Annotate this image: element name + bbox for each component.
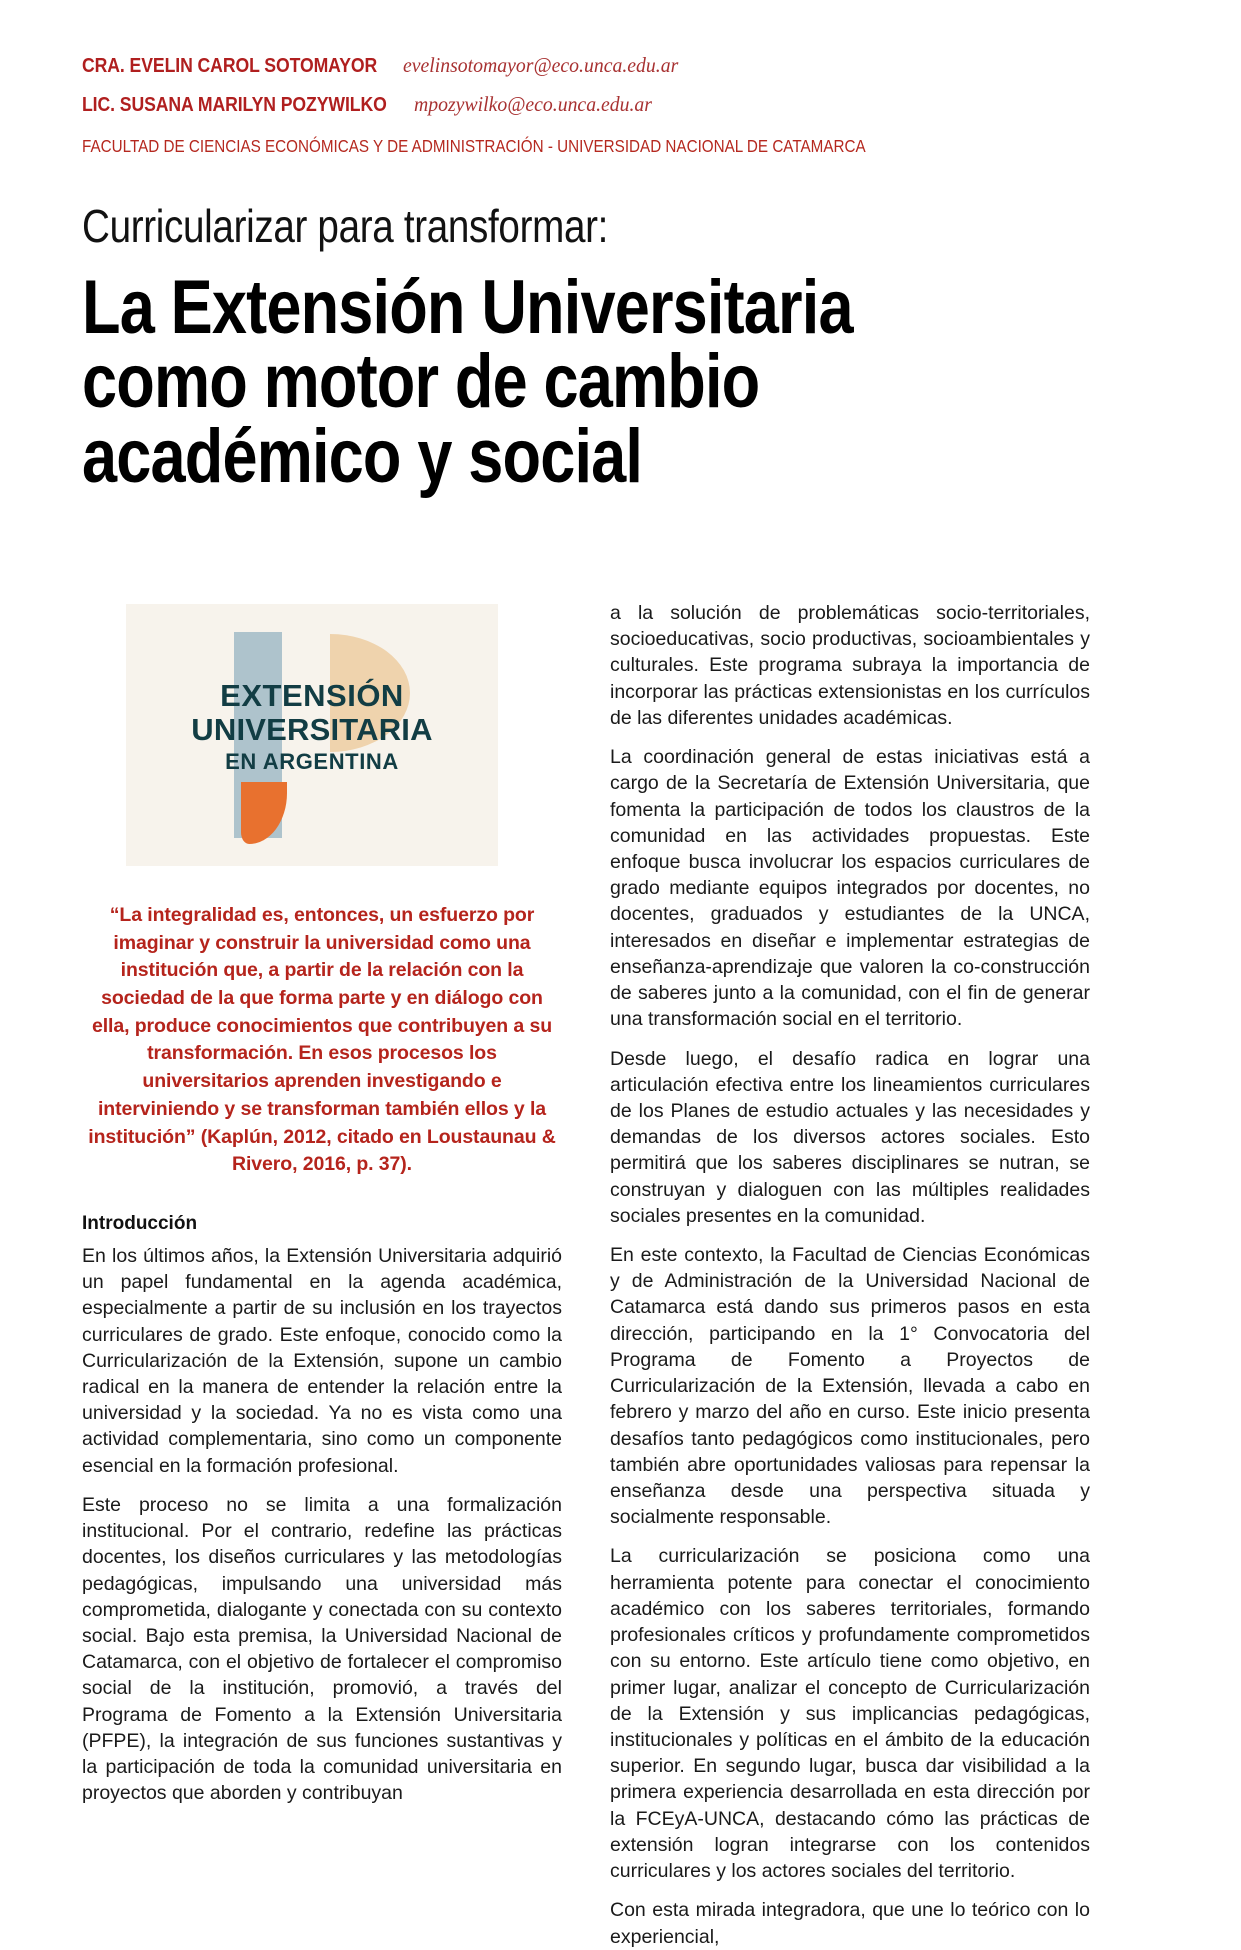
affiliation-row <box>82 132 1159 157</box>
author-name-1: CRA. EVELIN CAROL SOTOMAYOR <box>82 54 378 77</box>
figure-line-1: EXTENSIÓN <box>220 678 404 713</box>
figure-line-3: EN ARGENTINA <box>225 749 399 775</box>
author-name-2: LIC. SUSANA MARILYN POZYWILKO <box>82 92 387 116</box>
pull-quote: “La integralidad es, entonces, un esfuerzo por imaginar y construir la universidad como una institución que, a partir de la relación con la sociedad de la que forma parte y en diálogo con ella, produce conocimientos que contribuyen a su transformación. En esos procesos los universitarios aprenden investigando e interviniendo y se transforman también ellos y la institución” (Kaplún, 2012, citado en Loustaunau & Rivero, 2016, p. 37). <box>88 904 556 1176</box>
title-line-3: académico y social <box>82 413 643 499</box>
title-line-2: como motor de cambio <box>82 339 760 425</box>
author-row-2 <box>82 91 1159 116</box>
left-paragraph-2: Este proceso no se limita a una formalización institucional. Por el contrario, redefine las prácticas docentes, los diseños curriculares y las metodologías pedagógicas, impulsando una universidad más comprometida, dialogante y conectada con su contexto social. Bajo esta premisa, la Universidad Nacional de Catamarca, con el objetivo de fortalecer el compromiso social de la institución, promovió, a través del Programa de Fomento a la Extensión Universitaria (PFPE), la integración de sus funciones sustantivas y la participación de toda la comunidad universitaria en proyectos que aborden y contribuyan <box>82 1493 562 1805</box>
right-paragraph-6: Con esta mirada integradora, que une lo teórico con lo experiencial, <box>610 1899 1090 1948</box>
right-paragraph-3: Desde luego, el desafío radica en lograr una articulación efectiva entre los lineamientos curriculares de los Planes de estudio actuales y las necesidades y demandas de los diversos actores sociales. Esto permitirá que los saberes disciplinares se nutran, se construyan y dialoguen con las múltiples realidades sociales presentes en la comunidad. <box>610 1047 1090 1227</box>
article-kicker: Curricularizar para transformar: <box>82 200 609 252</box>
title-line-1: La Extensión Universitaria <box>82 265 853 350</box>
title-block <box>82 200 1159 499</box>
cover-figure <box>126 604 498 866</box>
left-paragraph-1: En los últimos años, la Extensión Universitaria adquirió un papel fundamental en la agenda académica, especialmente a partir de su inclusión en los trayectos curriculares de grado. Este enfoque, conocido como la Curricularización de la Extensión, supone un cambio radical en la manera de entender la relación entre la universidad y la sociedad. Ya no es vista como una actividad complementaria, sino como un componente esencial en la formación profesional. <box>82 1244 562 1477</box>
left-column <box>82 600 562 1950</box>
right-paragraph-5: La curricularización se posiciona como una herramienta potente para conectar el conocimiento académico con los saberes territoriales, formando profesionales críticos y profundamente comprometidos con su entorno. Este artículo tiene como objetivo, en primer lugar, analizar el concepto de Curricularización de la Extensión y sus implicancias pedagógicas, institucionales y políticas en el ámbito de la educación superior. En segundo lugar, busca dar visibilidad a la primera experiencia desarrollada en esta dirección por la FCEyA-UNCA, destacando cómo las prácticas de extensión logran integrarse con los contenidos curriculares y los actores sociales del territorio. <box>610 1545 1090 1883</box>
figure-line-2: UNIVERSITARIA <box>191 711 433 747</box>
author-row-1 <box>82 55 1159 77</box>
author-email-1[interactable]: evelinsotomayor@eco.unca.edu.ar <box>403 53 679 77</box>
page-title <box>82 265 1159 499</box>
author-block <box>82 55 1159 157</box>
figure-caption-text <box>126 680 498 774</box>
two-column-body <box>82 600 1159 1950</box>
kicker-row <box>82 200 1159 252</box>
right-paragraph-2: La coordinación general de estas iniciativas está a cargo de la Secretaría de Extensión Universitaria, que fomenta la participación de todos los claustros de la comunidad en las actividades propuestas. Este enfoque busca involucrar los espacios curriculares de grado mediante equipos integrados por docentes, no docentes, graduados y estudiantes de la UNCA, interesados en diseñar e implementar estrategias de enseñanza-aprendizaje que valoren la co-construcción de saberes junto a la comunidad, con el fin de generar una transformación social en el territorio. <box>610 746 1090 1031</box>
right-column <box>610 600 1090 1950</box>
author-email-2[interactable]: mpozywilko@eco.unca.edu.ar <box>414 91 653 116</box>
affiliation-text: FACULTAD DE CIENCIAS ECONÓMICAS Y DE ADMINISTRACIÓN - UNIVERSIDAD NACIONAL DE CATAMARCA <box>82 136 866 156</box>
right-paragraph-4: En este contexto, la Facultad de Ciencias Económicas y de Administración de la Universidad Nacional de Catamarca está dando sus primeros pasos en esta dirección, participando en la 1° Convocatoria del Programa de Fomento a Proyectos de Curricularización de la Extensión, llevada a cabo en febrero y marzo del año en curso. Este inicio presenta desafíos tanto pedagógicos como institucionales, pero también abre oportunidades valiosas para repensar la enseñanza desde una perspectiva situada y socialmente responsable. <box>610 1244 1090 1529</box>
section-heading-introduccion: Introducción <box>82 1212 198 1234</box>
right-paragraph-1: a la solución de problemáticas socio-territoriales, socioeducativas, socio productivas, socioambientales y culturales. Este programa subraya la importancia de incorporar las prácticas extensionistas en los currículos de las diferentes unidades académicas. <box>610 602 1090 729</box>
